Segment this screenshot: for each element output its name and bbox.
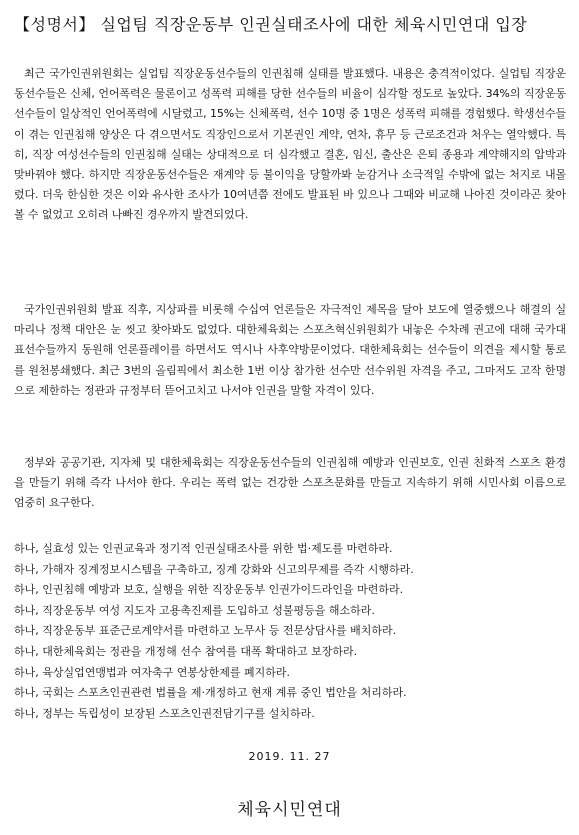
paragraph-media-and-sports-council: 국가인권위원회 발표 직후, 지상파를 비롯해 수십여 언론들은 자극적인 제목을 달아 보도에 열중했으나 해결의 실마리나 정책 대안은 눈 씻고 찾아봐도 없었다. 대한체육회는 스포츠혁신위원회가 내놓은 수차례 권고에 대해 국가대표선수들까지 동원해 언론플레이를 하면서도 역시나 사후약방문이었다. 대한체육회는 선수들이 의견을 제시할 통로를 원천봉쇄했다. 최근 3번의 올림픽에서 최소한 1번 이상 참가한 선수만 선수위원 자격을 주고, 그마저도 고작 한명으로 제한하는 정관과 규정부터 뜯어고치고 나서야 인권을 말할 자격이 있다. [14, 303, 566, 397]
statement-signer: 체육시민연대 [237, 800, 342, 820]
statement-date: 2019. 11. 27 [248, 750, 331, 763]
resolution-item: 하나, 직장운동부 여성 지도자 고용촉진제를 도입하고 성불평등을 해소하라. [14, 603, 375, 617]
statement-title: 【성명서】 실업팀 직장운동부 인권실태조사에 대한 체육시민연대 입장 [14, 15, 528, 34]
resolution-item: 하나, 인권침해 예방과 보호, 실행을 위한 직장운동부 인권가이드라인을 마련하라. [14, 583, 404, 597]
paragraph-survey-findings: 최근 국가인권위원회는 실업팀 직장운동선수들의 인권침해 실태를 발표했다. 내용은 충격적이었다. 실업팀 직장운동선수들은 신체, 언어폭력은 물론이고 성폭력 피해를 당한 선수들의 비율이 심각할 정도로 높았다. 34%의 직장운동선수들이 일상적인 언어폭력에 시달렸고, 15%는 신체폭력, 선수 10명 중 1명은 성폭력 피해를 경험했다. 학생선수들이 겪는 인권침해 양상은 다 겪으면서도 직장인으로서 기본권인 계약, 연차, 휴무 등 근로조건과 처우는 열악했다. 특히, 직장 여성선수들의 인권침해 실태는 상대적으로 더 심각했고 결혼, 임신, 출산은 은퇴 종용과 계약해지의 압박과 맞바꿔야 했다. 하지만 직장운동선수들은 재계약 등 불이익을 당할까봐 눈감거나 소극적일 수밖에 없는 처지로 내몰렸다. 더욱 한심한 것은 이와 유사한 조사가 10여년쯤 전에도 발표된 바 있으나 그때와 비교해 나아진 것이라곤 찾아볼 수 없었고 오히려 나빠진 경우까지 발견되었다. [14, 67, 566, 222]
resolution-item: 하나, 대한체육회는 정관을 개정해 선수 참여를 대폭 확대하고 보장하라. [14, 644, 358, 658]
resolution-item: 하나, 가해자 징계정보시스템을 구축하고, 징계 강화와 신고의무제를 즉각 시행하라. [14, 562, 414, 576]
resolution-list [14, 539, 566, 724]
paragraph-demand-intro: 정부와 공공기관, 지자체 및 대한체육회는 직장운동선수들의 인권침해 예방과 인권보호, 인권 친화적 스포츠 환경을 만들기 위해 즉각 나서야 한다. 우리는 폭력 없는 건강한 스포츠문화를 만들고 지속하기 위해 시민사회 이름으로 엄중히 요구한다. [14, 456, 566, 510]
resolution-item: 하나, 정부는 독립성이 보장된 스포츠인권전담기구를 설치하라. [14, 706, 315, 720]
resolution-item: 하나, 육상실업연맹법과 여자축구 연봉상한제를 폐지하라. [14, 665, 291, 679]
resolution-item: 하나, 직장운동부 표준근로계약서를 마련하고 노무사 등 전문상담사를 배치하라. [14, 624, 397, 638]
resolution-item: 하나, 실효성 있는 인권교육과 정기적 인권실태조사를 위한 법·제도를 마련하라. [14, 542, 393, 555]
resolution-item: 하나, 국회는 스포츠인권관련 법률을 제·개정하고 현재 계류 중인 법안을 처리하라. [14, 686, 407, 700]
